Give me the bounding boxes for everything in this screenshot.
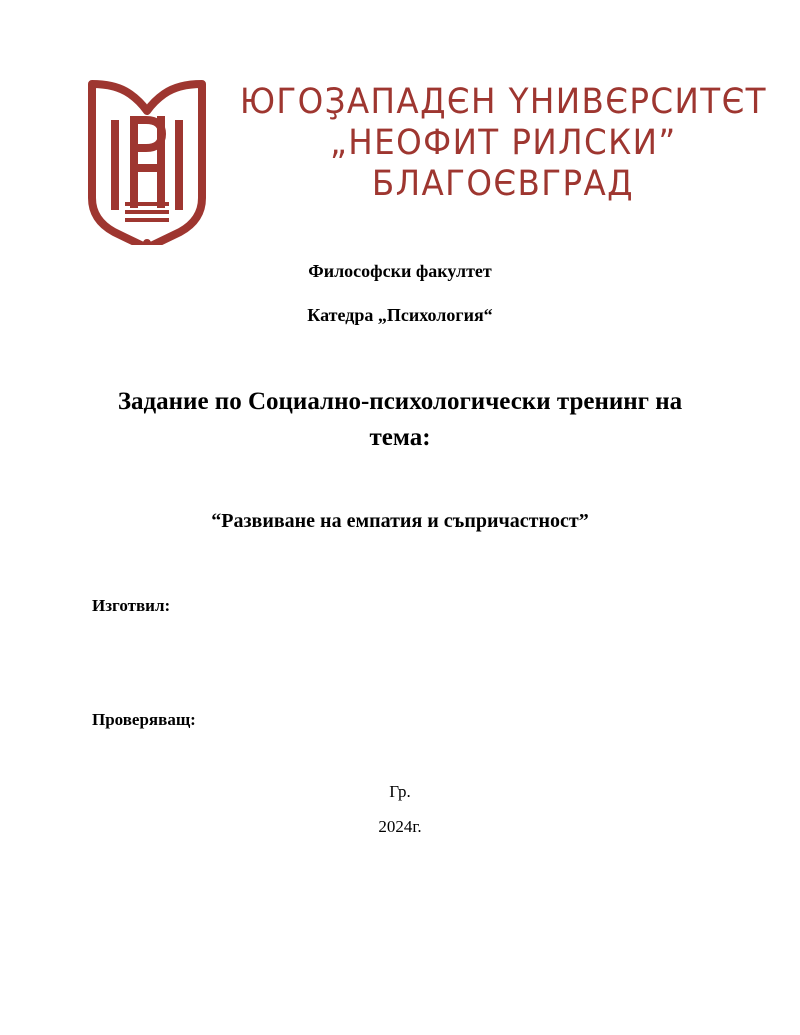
author-label: Изготвил: bbox=[92, 596, 171, 615]
wordmark-line-3: БЛАГОЄВГРАД bbox=[372, 164, 635, 205]
university-wordmark bbox=[220, 80, 787, 203]
faculty-name: Философски факултет bbox=[308, 261, 492, 281]
assignment-theme: “Развиване на емпатия и съпричастност” bbox=[211, 510, 589, 532]
university-logo bbox=[88, 80, 767, 248]
wordmark-line-1: ЮГОҘАПАДЄН ҮНИВЄРСИТЄТ bbox=[239, 82, 767, 122]
footer-year: 2024г. bbox=[378, 817, 422, 836]
reviewer-label: Проверяващ: bbox=[92, 710, 196, 729]
department-name: Катедра „Психология“ bbox=[307, 305, 493, 325]
assignment-title: Задание по Социално-психологически тренинг на тема: bbox=[117, 388, 683, 451]
footer-city: Гр. bbox=[389, 782, 411, 801]
wordmark-line-2: „НЕОФИТ РИЛСКИ” bbox=[330, 123, 677, 164]
shield-book-monogram-icon bbox=[88, 80, 206, 245]
